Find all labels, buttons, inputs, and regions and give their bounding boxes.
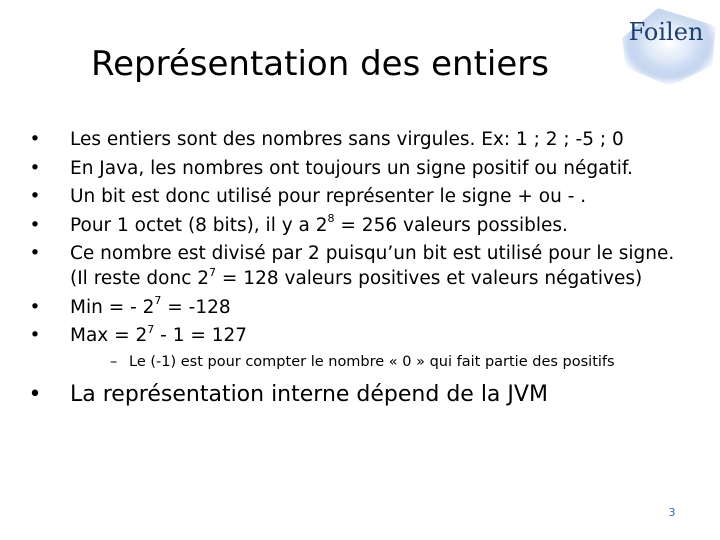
- bullet-item: [28, 213, 678, 238]
- bullet-dot: •: [28, 382, 42, 407]
- sub-bullet-item: [70, 352, 678, 372]
- bullet-item: [28, 323, 678, 372]
- exponent: 7: [209, 265, 217, 279]
- bullet-list: [28, 127, 678, 414]
- logo-text: Foilen: [628, 18, 704, 46]
- bullet-item: [28, 127, 678, 152]
- bullet-text: = 128 valeurs positives et valeurs négatives): [216, 268, 643, 289]
- exponent: 8: [327, 212, 335, 226]
- logo-glow-icon: [612, 4, 720, 88]
- bullet-text: Max = 2: [70, 325, 148, 346]
- bullet-item: [28, 184, 678, 209]
- bullet-item: [28, 380, 678, 410]
- exponent: 7: [147, 322, 155, 336]
- bullet-text: La représentation interne dépend de la JVM: [70, 382, 548, 407]
- slide-title: Représentation des entiers: [91, 44, 549, 84]
- bullet-text: Les entiers sont des nombres sans virgules. Ex: 1 ; 2 ; -5 ; 0: [70, 129, 624, 150]
- bullet-text: Min = - 2: [70, 296, 155, 318]
- bullet-text: En Java, les nombres ont toujours un signe positif ou négatif.: [70, 157, 633, 179]
- bullet-text: - 1 = 127: [154, 325, 248, 346]
- bullet-text: = 256 valeurs possibles.: [334, 214, 568, 236]
- bullet-dot: •: [29, 243, 41, 264]
- bullet-dot: •: [29, 157, 41, 179]
- bullet-dot: •: [29, 325, 41, 346]
- bullet-item: [28, 156, 678, 181]
- sub-bullet-list: [70, 352, 678, 372]
- bullet-dot: •: [29, 186, 41, 207]
- bullet-dot: •: [29, 296, 41, 318]
- bullet-text: = -128: [161, 296, 231, 318]
- foilen-logo: [612, 4, 720, 88]
- exponent: 7: [154, 294, 162, 308]
- sub-bullet-dash: –: [110, 354, 118, 370]
- bullet-text: Pour 1 octet (8 bits), il y a 2: [70, 214, 328, 236]
- sub-bullet-text: Le (-1) est pour compter le nombre « 0 » qui fait partie des positifs: [129, 354, 615, 370]
- bullet-text: Ce nombre est divisé par 2 puisqu’un bit est utilisé pour le signe. (Il reste donc 2: [70, 243, 675, 289]
- bullet-item: [28, 241, 678, 291]
- bullet-dot: •: [29, 214, 41, 236]
- bullet-text: Un bit est donc utilisé pour représenter le signe + ou - .: [70, 186, 587, 207]
- bullet-dot: •: [29, 129, 41, 150]
- page-number: 3: [668, 506, 676, 519]
- bullet-item: [28, 295, 678, 320]
